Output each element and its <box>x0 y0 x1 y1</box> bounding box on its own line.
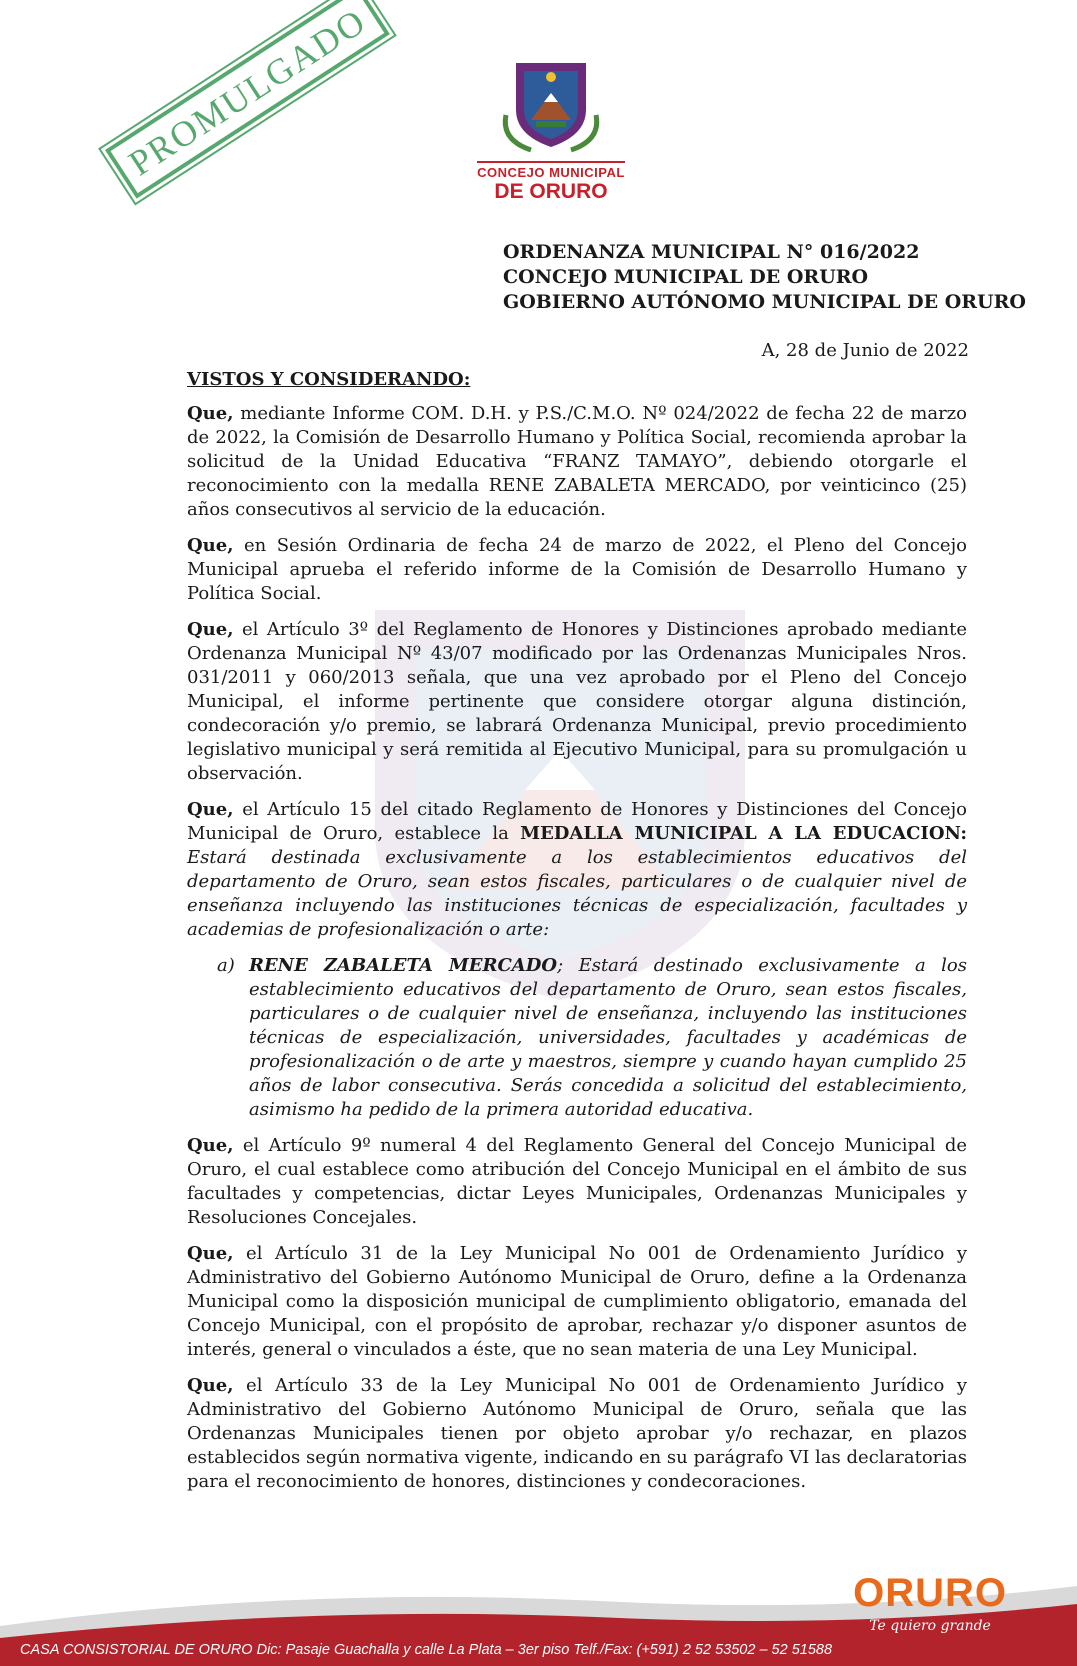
list-item-text: ; Estará destinado exclusivamente a los establecimiento educativos del departamento de Oruro, sean estos fiscales, particulares o de cualquier nivel de enseñanza, incluyendo las instituciones técnicas de especialización, universidades, facultades y académicas de profesionalización o de arte y maestros, siempre y cuando hayan cumplido 25 años de labor consecutiva. Serás concedida a solicitud del establecimiento, asimismo ha pedido de la primera autoridad educativa. <box>249 955 968 1120</box>
section-title: VISTOS Y CONSIDERANDO: <box>187 369 471 390</box>
paragraph-text: el Artículo 3º del Reglamento de Honores y Distinciones aprobado mediante Ordenanza Municipal Nº 43/07 modificado por las Ordenanzas Municipales Nros. 031/2011 y 060/2013 señala, que una vez aprobado por el Pleno del Concejo Municipal, el informe pertinente que considere otorgar alguna distinción, condecoración y/o premio, se labrará Ordenanza Municipal, previo procedimiento legislativo municipal y será remitida al Ejecutivo Municipal, para su promulgación u observación. <box>187 619 967 784</box>
que-label: Que, <box>187 1375 234 1396</box>
paragraph-text: el Artículo 33 de la Ley Municipal No 001 de Ordenamiento Jurídico y Administrativo del Gobierno Autónomo Municipal de Oruro, señala que las Ordenanzas Municipales tienen por objeto aprobar y/o rechazar, en plazos establecidos según normativa vigente, indicando en su parágrafo VI las declaratorias para el reconocimiento de honores, distinciones y condecoraciones. <box>187 1375 967 1492</box>
paragraph-1 <box>187 402 967 522</box>
paragraph-text: mediante Informe COM. D.H. y P.S./C.M.O. Nº 024/2022 de fecha 22 de marzo de 2022, la Comisión de Desarrollo Humano y Política Social, recomienda aprobar la solicitud de la Unidad Educativa “FRANZ TAMAYO”, debiendo otorgarle el reconocimiento con la medalla RENE ZABALETA MERCADO, por veinticinco (25) años consecutivos al servicio de la educación. <box>187 403 967 520</box>
list-item-a <box>217 954 967 1122</box>
list-item-body <box>249 954 967 1122</box>
que-label: Que, <box>187 1243 234 1264</box>
header-council: CONCEJO MUNICIPAL DE ORURO <box>503 266 869 288</box>
document-body <box>187 368 967 1506</box>
coat-of-arms-icon <box>491 55 611 155</box>
ordinance-number: ORDENANZA MUNICIPAL N° 016/2022 <box>503 241 920 263</box>
que-label: Que, <box>187 799 234 820</box>
paragraph-italic-text: Estará destinada exclusivamente a los establecimientos educativos del departamento de Oruro, sean estos fiscales, particulares o de cualquier nivel de enseñanza incluyendo las instituciones técnicas de especialización, facultades y academias de profesionalización o arte: <box>187 847 967 940</box>
document-header <box>503 240 1026 315</box>
paragraph-text: el Artículo 9º numeral 4 del Reglamento General del Concejo Municipal de Oruro, el cual establece como atribución del Concejo Municipal en el ámbito de sus facultades y competencias, dictar Leyes Municipales, Ordenanzas Municipales y Resoluciones Concejales. <box>187 1135 967 1228</box>
paragraph-5 <box>187 1134 967 1230</box>
paragraph-text: en Sesión Ordinaria de fecha 24 de marzo de 2022, el Pleno del Concejo Municipal aprueba el referido informe de la Comisión de Desarrollo Humano y Política Social. <box>187 535 967 604</box>
que-label: Que, <box>187 535 234 556</box>
header-government: GOBIERNO AUTÓNOMO MUNICIPAL DE ORURO <box>503 291 1026 313</box>
paragraph-7 <box>187 1374 967 1494</box>
oruro-brand-logo: ORURO <box>853 1571 1007 1615</box>
que-label: Que, <box>187 403 234 424</box>
logo-text-line1: CONCEJO MUNICIPAL <box>477 161 625 180</box>
medal-title: MEDALLA MUNICIPAL A LA EDUCACION: <box>520 823 967 844</box>
promulgado-stamp: PROMULGADO <box>105 0 390 199</box>
que-label: Que, <box>187 619 234 640</box>
paragraph-3 <box>187 618 967 786</box>
list-marker: a) <box>217 955 235 976</box>
logo-text-line2: DE ORURO <box>494 180 608 203</box>
paragraph-2 <box>187 534 967 606</box>
footer-address: CASA CONSISTORIAL DE ORURO Dic: Pasaje Guachalla y calle La Plata – 3er piso Telf./Fax: (+591) 2 52 53502 – 52 51588 <box>20 1642 833 1658</box>
medal-name: RENE ZABALETA MERCADO <box>249 955 558 976</box>
paragraph-text: el Artículo 15 del citado Reglamento de Honores y Distinciones del Concejo Municipal de Oruro, establece la <box>187 799 967 844</box>
que-label: Que, <box>187 1135 234 1156</box>
council-logo <box>466 55 636 203</box>
paragraph-6 <box>187 1242 967 1362</box>
document-date: A, 28 de Junio de 2022 <box>761 340 969 361</box>
paragraph-text: el Artículo 31 de la Ley Municipal No 001 de Ordenamiento Jurídico y Administrativo del Gobierno Autónomo Municipal de Oruro, define a la Ordenanza Municipal como la disposición municipal de cumplimiento obligatorio, emanada del Concejo Municipal, con el propósito de aprobar, rechazar y/o disponer asuntos de interés, general o vinculados a éste, que no sean materia de una Ley Municipal. <box>187 1243 967 1360</box>
paragraph-4 <box>187 798 967 942</box>
footer-brand <box>853 1572 1007 1634</box>
brand-slogan: Te quiero grande <box>869 1618 991 1634</box>
